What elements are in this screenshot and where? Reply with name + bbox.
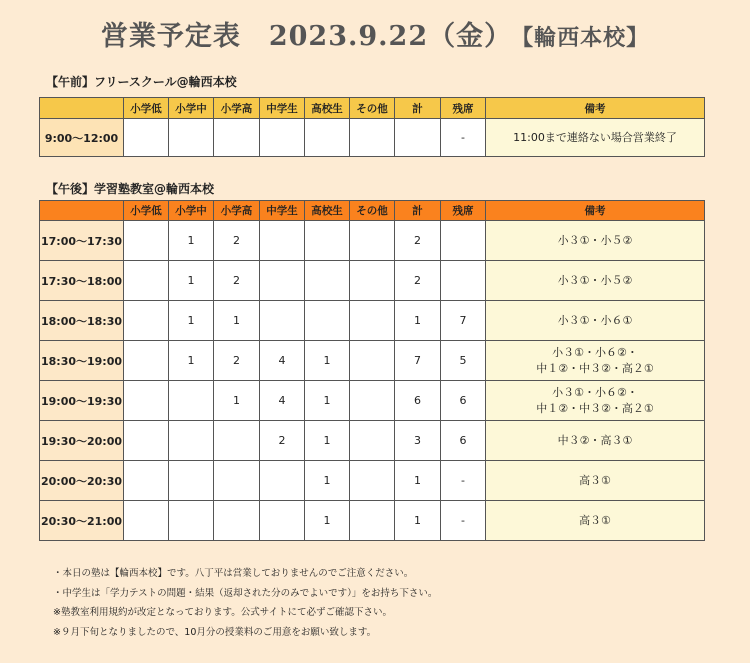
- total-cell: 6: [395, 381, 441, 421]
- elementary-high-cell: 2: [214, 221, 260, 261]
- elementary-high-cell: [214, 119, 260, 157]
- total-cell: 3: [395, 421, 441, 461]
- header-total: 計: [395, 98, 441, 119]
- elementary-high-cell: 1: [214, 381, 260, 421]
- high-school-cell: 1: [305, 461, 350, 501]
- morning-schedule-table: [39, 97, 705, 157]
- other-cell: [350, 501, 395, 541]
- elementary-low-cell: [124, 501, 169, 541]
- other-cell: [350, 221, 395, 261]
- table-row: [40, 119, 705, 157]
- note-line: ※９月下旬となりましたので、10月分の授業料のご用意をお願い致します。: [53, 626, 377, 638]
- elementary-mid-cell: [169, 461, 214, 501]
- seats-left-cell: 5: [441, 341, 486, 381]
- remarks-cell: 小３①・小５②: [486, 261, 705, 301]
- remarks-cell: 中３②・高３①: [486, 421, 705, 461]
- other-cell: [350, 261, 395, 301]
- elementary-mid-cell: [169, 421, 214, 461]
- header-elementary-mid: 小学中: [169, 98, 214, 119]
- remarks-cell: 小３①・小６①: [486, 301, 705, 341]
- elementary-high-cell: 2: [214, 341, 260, 381]
- elementary-low-cell: [124, 221, 169, 261]
- high-school-cell: 1: [305, 381, 350, 421]
- elementary-low-cell: [124, 461, 169, 501]
- remarks-cell: 高３①: [486, 501, 705, 541]
- high-school-cell: [305, 119, 350, 157]
- time-slot-cell: 20:30〜21:00: [40, 501, 124, 541]
- other-cell: [350, 119, 395, 157]
- header-remarks: 備考: [486, 98, 705, 119]
- remarks-cell: 11:00まで連絡ない場合営業終了: [486, 119, 705, 157]
- total-cell: 2: [395, 221, 441, 261]
- header-elementary-high: 小学高: [214, 201, 260, 221]
- total-cell: 2: [395, 261, 441, 301]
- junior-high-cell: [260, 301, 305, 341]
- seats-left-cell: -: [441, 501, 486, 541]
- time-slot-cell: 20:00〜20:30: [40, 461, 124, 501]
- elementary-high-cell: 2: [214, 261, 260, 301]
- time-slot-cell: 19:00〜19:30: [40, 381, 124, 421]
- morning-header-row: [40, 98, 705, 119]
- elementary-mid-cell: 1: [169, 341, 214, 381]
- high-school-cell: 1: [305, 501, 350, 541]
- time-slot-cell: 18:30〜19:00: [40, 341, 124, 381]
- remarks-cell: 小３①・小６②・ 中１②・中３②・高２①: [486, 341, 705, 381]
- seats-left-cell: -: [441, 461, 486, 501]
- other-cell: [350, 461, 395, 501]
- other-cell: [350, 341, 395, 381]
- table-row: [40, 261, 705, 301]
- junior-high-cell: [260, 261, 305, 301]
- header-high-school: 高校生: [305, 98, 350, 119]
- junior-high-cell: 4: [260, 381, 305, 421]
- header-time: [40, 98, 124, 119]
- seats-left-cell: [441, 221, 486, 261]
- junior-high-cell: [260, 461, 305, 501]
- time-slot-cell: 17:30〜18:00: [40, 261, 124, 301]
- header-remarks: 備考: [486, 201, 705, 221]
- elementary-mid-cell: [169, 119, 214, 157]
- total-cell: [395, 119, 441, 157]
- time-slot-cell: 19:30〜20:00: [40, 421, 124, 461]
- table-row: [40, 341, 705, 381]
- table-row: [40, 381, 705, 421]
- elementary-high-cell: [214, 421, 260, 461]
- note-line: ・本日の塾は【輪西本校】です。八丁平は営業しておりませんのでご注意ください。: [53, 568, 414, 579]
- header-other: その他: [350, 201, 395, 221]
- table-row: [40, 301, 705, 341]
- elementary-mid-cell: 1: [169, 261, 214, 301]
- junior-high-cell: [260, 221, 305, 261]
- time-slot-cell: 18:00〜18:30: [40, 301, 124, 341]
- seats-left-cell: 6: [441, 421, 486, 461]
- junior-high-cell: 4: [260, 341, 305, 381]
- remarks-cell: 小３①・小５②: [486, 221, 705, 261]
- page-title: [0, 14, 750, 53]
- remarks-cell: 小３①・小６②・ 中１②・中３②・高２①: [486, 381, 705, 421]
- header-elementary-low: 小学低: [124, 98, 169, 119]
- elementary-mid-cell: [169, 501, 214, 541]
- header-junior-high: 中学生: [260, 98, 305, 119]
- junior-high-cell: 2: [260, 421, 305, 461]
- header-elementary-high: 小学高: [214, 98, 260, 119]
- table-row: [40, 221, 705, 261]
- table-row: [40, 501, 705, 541]
- high-school-cell: [305, 261, 350, 301]
- high-school-cell: 1: [305, 421, 350, 461]
- header-elementary-low: 小学低: [124, 201, 169, 221]
- elementary-high-cell: [214, 461, 260, 501]
- total-cell: 7: [395, 341, 441, 381]
- remarks-cell: 高３①: [486, 461, 705, 501]
- elementary-high-cell: [214, 501, 260, 541]
- other-cell: [350, 381, 395, 421]
- title-location: 【輪西本校】: [522, 25, 650, 51]
- elementary-low-cell: [124, 381, 169, 421]
- time-slot-cell: 17:00〜17:30: [40, 221, 124, 261]
- total-cell: 1: [395, 301, 441, 341]
- header-total: 計: [395, 201, 441, 221]
- elementary-low-cell: [124, 261, 169, 301]
- header-junior-high: 中学生: [260, 201, 305, 221]
- table-row: [40, 421, 705, 461]
- header-other: その他: [350, 98, 395, 119]
- other-cell: [350, 301, 395, 341]
- header-seats-left: 残席: [441, 98, 486, 119]
- afternoon-header-row: [40, 201, 705, 221]
- elementary-low-cell: [124, 421, 169, 461]
- seats-left-cell: -: [441, 119, 486, 157]
- other-cell: [350, 421, 395, 461]
- junior-high-cell: [260, 119, 305, 157]
- note-line: ※塾教室利用規約が改定となっております。公式サイトにて必ずご確認下さい。: [53, 607, 393, 618]
- header-time: [40, 201, 124, 221]
- elementary-low-cell: [124, 119, 169, 157]
- elementary-mid-cell: 1: [169, 221, 214, 261]
- notes-section: [53, 564, 437, 642]
- total-cell: 1: [395, 461, 441, 501]
- high-school-cell: [305, 221, 350, 261]
- header-elementary-mid: 小学中: [169, 201, 214, 221]
- title-main: 営業予定表 2023.9.22（金）: [100, 21, 513, 52]
- time-slot-cell: 9:00〜12:00: [40, 119, 124, 157]
- seats-left-cell: [441, 261, 486, 301]
- elementary-low-cell: [124, 341, 169, 381]
- header-seats-left: 残席: [441, 201, 486, 221]
- seats-left-cell: 6: [441, 381, 486, 421]
- total-cell: 1: [395, 501, 441, 541]
- morning-section-label: 【午前】フリースクール@輪西本校: [46, 75, 237, 89]
- elementary-low-cell: [124, 301, 169, 341]
- high-school-cell: [305, 301, 350, 341]
- seats-left-cell: 7: [441, 301, 486, 341]
- junior-high-cell: [260, 501, 305, 541]
- elementary-mid-cell: [169, 381, 214, 421]
- note-line: ・中学生は「学力テストの問題・結果（返却された分のみでよいです）」をお持ち下さい。: [53, 587, 438, 599]
- header-high-school: 高校生: [305, 201, 350, 221]
- table-row: [40, 461, 705, 501]
- afternoon-section-label: 【午後】学習塾教室@輪西本校: [46, 182, 215, 196]
- elementary-high-cell: 1: [214, 301, 260, 341]
- high-school-cell: 1: [305, 341, 350, 381]
- elementary-mid-cell: 1: [169, 301, 214, 341]
- afternoon-schedule-table: [39, 200, 705, 541]
